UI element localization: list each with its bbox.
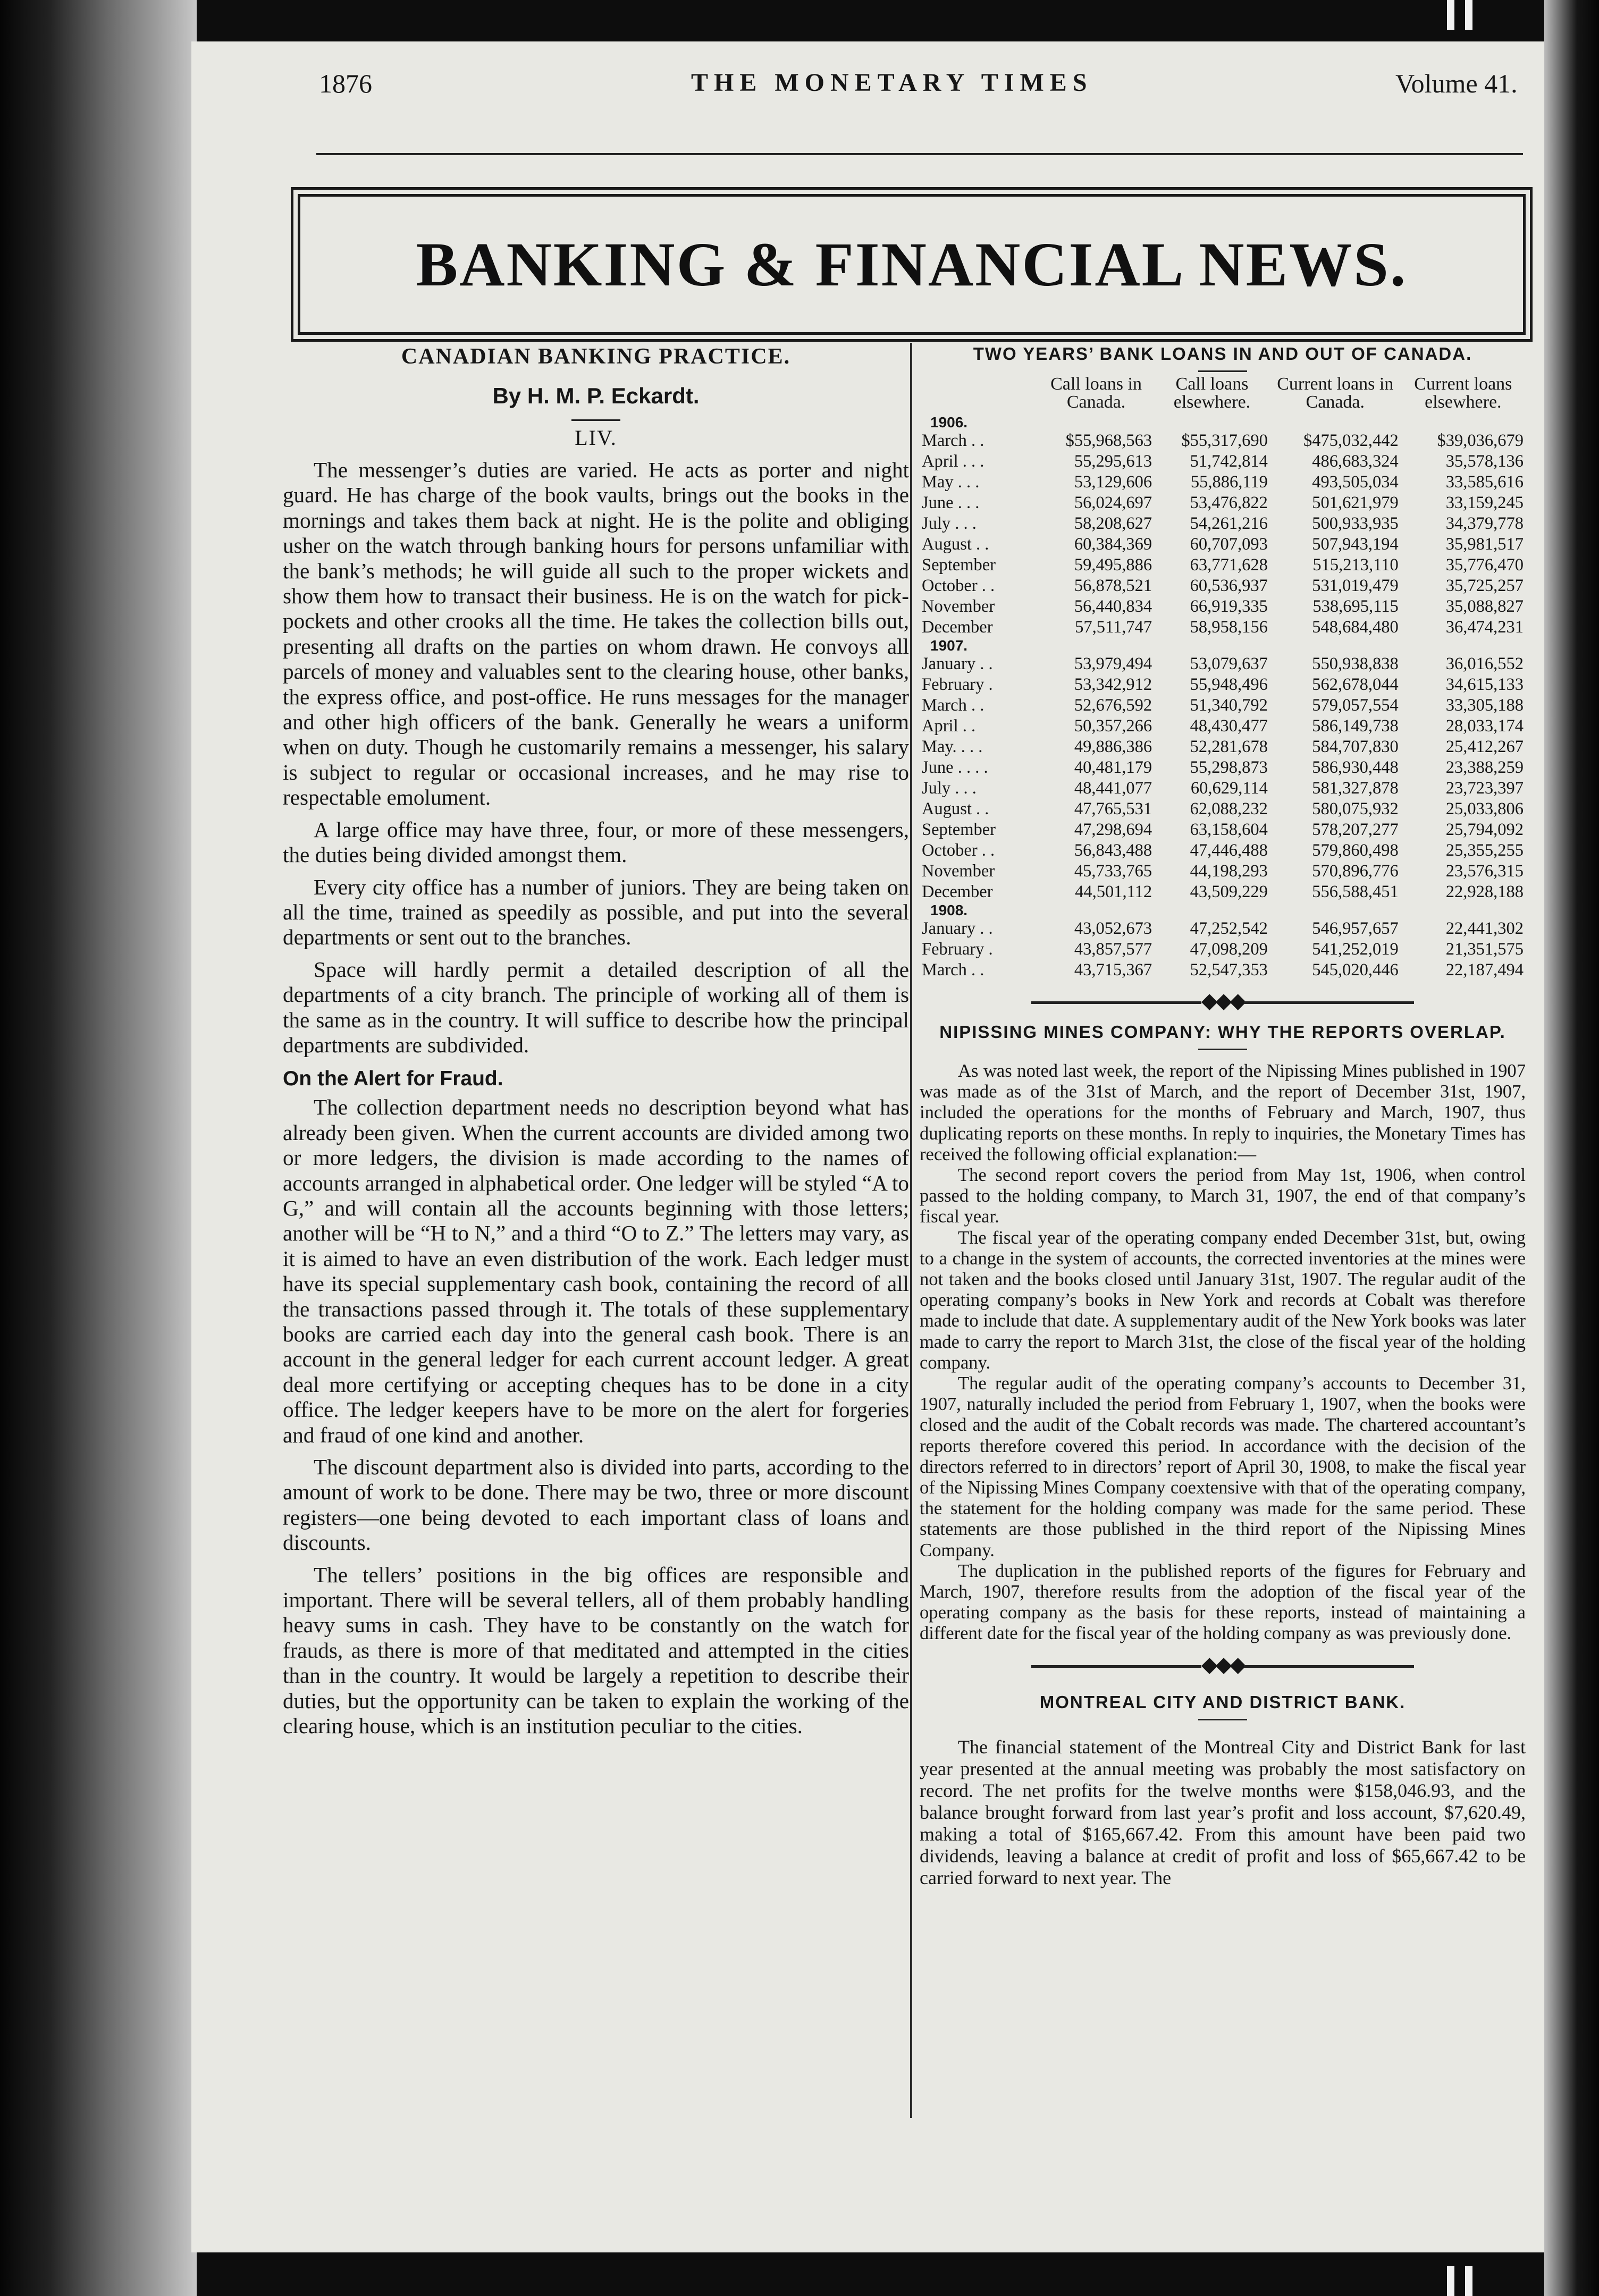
value-cell: 60,536,937 — [1190, 576, 1268, 595]
value-cell: 586,149,738 — [1312, 716, 1399, 736]
value-cell: 63,771,628 — [1190, 555, 1268, 575]
month-cell: November — [922, 862, 995, 881]
month-cell: April . . . — [922, 452, 984, 471]
table-row — [920, 472, 1526, 493]
value-cell: 21,351,575 — [1445, 940, 1524, 959]
value-cell: 486,683,324 — [1312, 452, 1399, 471]
value-cell: 54,261,216 — [1190, 514, 1268, 533]
subheading: On the Alert for Fraud. — [283, 1067, 503, 1091]
paragraph: The fiscal year of the operating company ended December 31st, but, owing to a change in the system of accounts, the corrected inventories at the mines were not taken and the books closed until January 31st, 1907. The regular audit of the operating company’s books in New York and records at Cobalt was therefore made to include that date. A supplementary audit of the New York books was later made to carry the report to March 31st, the close of the fiscal year of the holding company. — [920, 1227, 1526, 1373]
edge-mark — [1465, 0, 1472, 30]
table-row — [920, 513, 1526, 534]
section-banner — [298, 194, 1526, 335]
value-cell: 53,476,822 — [1190, 493, 1268, 512]
month-cell: March . . — [922, 431, 984, 450]
paragraph: As was noted last week, the report of the Nipissing Mines published in 1907 was made as of the 31st of March, and the report of December 31st, 1907, included the operations for the months of February and March, 1907, thus duplicating reports on these months. In reply to inquiries, the Monetary Times has received the following official explanation:— — [920, 1061, 1526, 1164]
value-cell: 586,930,448 — [1312, 758, 1399, 777]
value-cell: 40,481,179 — [1074, 758, 1152, 777]
section-title: BANKING & FINANCIAL NEWS. — [416, 229, 1408, 299]
value-cell: 35,578,136 — [1445, 452, 1524, 471]
value-cell: 62,088,232 — [1190, 799, 1268, 818]
value-cell: 23,576,315 — [1445, 862, 1524, 881]
value-cell: $475,032,442 — [1303, 431, 1399, 450]
value-cell: 579,860,498 — [1312, 841, 1399, 860]
edge-mark — [1447, 2266, 1454, 2296]
table-row — [920, 939, 1526, 960]
table-row — [920, 778, 1526, 799]
value-cell: 43,509,229 — [1190, 882, 1268, 901]
value-cell: 501,621,979 — [1312, 493, 1399, 512]
value-cell: 63,158,604 — [1190, 820, 1268, 839]
ornament-divider: ◆◆◆ — [920, 1654, 1526, 1675]
page-edge — [1544, 0, 1599, 2296]
value-cell: 28,033,174 — [1445, 716, 1524, 736]
paragraph: Every city office has a number of juniors. They are being taken on all the time, trained as speedily as possible, and put into the several departments or sent out to the branches. — [283, 874, 909, 950]
header-rule — [316, 153, 1523, 155]
table-row — [920, 451, 1526, 472]
value-cell: 546,957,657 — [1312, 919, 1399, 938]
value-cell: 49,886,386 — [1074, 737, 1152, 756]
year-row — [920, 415, 1526, 430]
column-header: Call loans in Canada. — [1050, 374, 1142, 412]
paragraph: The tellers’ positions in the big offices are responsible and important. There will be several tellers, all of them probably handling heavy sums in cash. They have to be constantly on the watch for frauds, as there is more of that meditated and attempted in the cities than in the country. It would be largely a repetition to describe their duties, but the opportunity can be taken to explain the working of the clearing house, which is an institution peculiar to the cities. — [283, 1562, 909, 1738]
value-cell: 25,412,267 — [1445, 737, 1524, 756]
month-cell: May. . . . — [922, 737, 983, 756]
month-cell: September — [922, 820, 996, 839]
value-cell: 562,678,044 — [1312, 675, 1399, 694]
value-cell: 23,723,397 — [1445, 779, 1524, 798]
month-cell: January . . — [922, 654, 993, 673]
title-rule — [571, 419, 620, 421]
month-cell: May . . . — [922, 472, 980, 492]
month-cell: August . . — [922, 799, 989, 818]
paragraph: The duplication in the published reports of the figures for February and March, 1907, therefore results from the adoption of the fiscal year of the operating company as the basis for these reports, instead of maintaining a different date for the fiscal year of the holding company as was previously done. — [920, 1560, 1526, 1644]
column-header: Current loans in Canada. — [1277, 374, 1394, 412]
value-cell: 55,948,496 — [1190, 675, 1268, 694]
value-cell: 43,052,673 — [1074, 919, 1152, 938]
value-cell: 507,943,194 — [1312, 535, 1399, 554]
value-cell: 545,020,446 — [1312, 960, 1399, 980]
table-row — [920, 674, 1526, 695]
value-cell: 578,207,277 — [1312, 820, 1399, 839]
value-cell: 66,919,335 — [1190, 597, 1268, 616]
value-cell: $55,317,690 — [1181, 431, 1268, 450]
month-cell: March . . — [922, 696, 984, 715]
paragraph: The discount department also is divided into parts, according to the amount of work to be done. There may be two, three or more discount registers—one being devoted to each important class of loans and discounts. — [283, 1455, 909, 1555]
table-row — [920, 737, 1526, 757]
value-cell: 43,715,367 — [1074, 960, 1152, 980]
article-part: LIV. — [575, 426, 617, 450]
month-cell: June . . . — [922, 493, 980, 512]
month-cell: July . . . — [922, 514, 977, 533]
month-cell: December — [922, 618, 993, 637]
month-cell: December — [922, 882, 993, 901]
table-row — [920, 960, 1526, 981]
value-cell: 35,088,827 — [1445, 597, 1524, 616]
value-cell: 55,295,613 — [1074, 452, 1152, 471]
value-cell: 35,725,257 — [1445, 576, 1524, 595]
month-cell: September — [922, 555, 996, 575]
table-row — [920, 596, 1526, 617]
value-cell: 47,765,531 — [1074, 799, 1152, 818]
paragraph: Space will hardly permit a detailed description of all the departments of a city branch. The principle of working all of them is the same as in the country. It will suffice to describe how the principal departments are subdivided. — [283, 957, 909, 1057]
value-cell: 22,441,302 — [1445, 919, 1524, 938]
value-cell: 25,794,092 — [1445, 820, 1524, 839]
paragraph: The second report covers the period from May 1st, 1906, when control passed to the holding company, to March 31, 1907, the end of that company’s fiscal year. — [920, 1165, 1526, 1227]
value-cell: 35,981,517 — [1445, 535, 1524, 554]
table-row — [920, 757, 1526, 778]
value-cell: 22,187,494 — [1445, 960, 1524, 980]
value-cell: 53,129,606 — [1074, 472, 1152, 492]
year-label: 1906. — [930, 414, 968, 430]
title-rule — [1198, 1719, 1247, 1720]
value-cell: 52,547,353 — [1190, 960, 1268, 980]
value-cell: 58,208,627 — [1074, 514, 1152, 533]
value-cell: 56,878,521 — [1074, 576, 1152, 595]
paragraph: A large office may have three, four, or more of these messengers, the duties being divided amongst them. — [283, 817, 909, 867]
montreal-body — [920, 1736, 1526, 1889]
year-label: 1907. — [930, 637, 968, 654]
paragraph: The financial statement of the Montreal City and District Bank for last year presented at the annual meeting was probably the most satisfactory on record. The net profits for the twelve months were $158,046.93, and the balance brought forward from last year’s profit and loss account, $7,620.49, making a total of $165,667.42. From this amount have been paid two dividends, leaving a balance at credit of profit and loss of $65,667.42 to be carried forward to next year. The — [920, 1736, 1526, 1888]
journal-title: THE MONETARY TIMES — [691, 69, 1093, 97]
value-cell: 23,388,259 — [1445, 758, 1524, 777]
edge-mark — [1465, 2266, 1472, 2296]
value-cell: 57,511,747 — [1075, 618, 1152, 637]
month-cell: October . . — [922, 841, 995, 860]
value-cell: 47,252,542 — [1190, 919, 1268, 938]
value-cell: 541,252,019 — [1312, 940, 1399, 959]
month-cell: August . . — [922, 535, 989, 554]
value-cell: 44,198,293 — [1190, 862, 1268, 881]
edge-mark — [1447, 0, 1454, 30]
value-cell: 48,441,077 — [1074, 779, 1152, 798]
left-column — [283, 343, 909, 1739]
table-row — [920, 716, 1526, 737]
column-header: Current loans elsewhere. — [1414, 374, 1512, 412]
value-cell: 47,298,694 — [1074, 820, 1152, 839]
value-cell: 55,298,873 — [1190, 758, 1268, 777]
value-cell: 43,857,577 — [1074, 940, 1152, 959]
value-cell: 36,016,552 — [1445, 654, 1524, 673]
value-cell: 33,305,188 — [1445, 696, 1524, 715]
table-row — [920, 493, 1526, 513]
value-cell: 556,588,451 — [1312, 882, 1399, 901]
nipissing-body — [920, 1061, 1526, 1644]
value-cell: 51,340,792 — [1190, 696, 1268, 715]
month-cell: January . . — [922, 919, 993, 938]
value-cell: 60,707,093 — [1190, 535, 1268, 554]
table-row — [920, 430, 1526, 451]
value-cell: 56,440,834 — [1074, 597, 1152, 616]
value-cell: 45,733,765 — [1074, 862, 1152, 881]
loans-table — [920, 375, 1526, 981]
value-cell: 48,430,477 — [1190, 716, 1268, 736]
value-cell: 60,384,369 — [1074, 535, 1152, 554]
value-cell: 538,695,115 — [1312, 597, 1399, 616]
column-header-month — [920, 375, 1038, 415]
book-gutter — [0, 0, 197, 2296]
year-label: 1908. — [930, 902, 968, 918]
table-row — [920, 820, 1526, 840]
table-row — [920, 840, 1526, 861]
table-row — [920, 799, 1526, 820]
paragraph: The regular audit of the operating company’s accounts to December 31, 1907, naturally included the period from February 1, 1907, when the books were closed and the audit of the Cobalt records was made. The chartered accountant’s reports therefore covered this period. In accordance with the decision of the directors referred to in directors’ report of April 30, 1908, to make the fiscal year of the Nipissing Mines Company coextensive with that of the operating company, the statement for the holding company was made for the same period. These statements are those published in the third report of the Nipissing Mines Company. — [920, 1373, 1526, 1560]
value-cell: 580,075,932 — [1312, 799, 1399, 818]
value-cell: 25,033,806 — [1445, 799, 1524, 818]
value-cell: 548,684,480 — [1312, 618, 1399, 637]
value-cell: $39,036,679 — [1437, 431, 1524, 450]
article-title: MONTREAL CITY AND DISTRICT BANK. — [1039, 1692, 1406, 1712]
value-cell: 56,843,488 — [1074, 841, 1152, 860]
table-row — [920, 861, 1526, 882]
value-cell: 531,019,479 — [1312, 576, 1399, 595]
table-row — [920, 555, 1526, 576]
paragraph: The messenger’s duties are varied. He acts as porter and night guard. He has charge of the book vaults, brings out the books in the mornings and takes them back at night. He is the polite and obliging usher on the watch through banking hours for persons unfamiliar with the bank’s methods; he will guide all such to the proper wickets and show them how to transact their business. He is on the watch for pick-pockets and other crooks all the time. He takes the collection bills out, presenting all drafts on the parties on whom drawn. He convoys all parcels of money and valuables sent to the clearing house, other banks, the express office, and post-office. He runs messages for the manager and other high officers of the bank. Generally he wears a uniform when on duty. Though he customarily remains a messenger, his salary is subject to regular or occasional increases, and he may rise to respectable emolument. — [283, 458, 909, 810]
value-cell: 25,355,255 — [1445, 841, 1524, 860]
table-row — [920, 576, 1526, 596]
year-row — [920, 638, 1526, 654]
value-cell: 550,938,838 — [1312, 654, 1399, 673]
value-cell: 44,501,112 — [1075, 882, 1152, 901]
table-row — [920, 654, 1526, 674]
ornament-divider: ◆◆◆ — [920, 990, 1526, 1011]
value-cell: 515,213,110 — [1312, 555, 1399, 575]
table-row — [920, 695, 1526, 716]
value-cell: 53,979,494 — [1074, 654, 1152, 673]
table-title: TWO YEARS’ BANK LOANS IN AND OUT OF CANADA. — [973, 344, 1472, 364]
right-column — [920, 343, 1526, 1889]
value-cell: 33,585,616 — [1445, 472, 1524, 492]
year-row — [920, 902, 1526, 918]
page-number: 1876 — [319, 69, 372, 98]
value-cell: 58,958,156 — [1190, 618, 1268, 637]
loans-table-body — [920, 415, 1526, 981]
value-cell: 584,707,830 — [1312, 737, 1399, 756]
month-cell: April . . — [922, 716, 976, 736]
title-rule — [1198, 1049, 1247, 1050]
value-cell: 500,933,935 — [1312, 514, 1399, 533]
value-cell: 53,079,637 — [1190, 654, 1268, 673]
value-cell: 35,776,470 — [1445, 555, 1524, 575]
month-cell: June . . . . — [922, 758, 988, 777]
value-cell: 47,098,209 — [1190, 940, 1268, 959]
value-cell: 579,057,554 — [1312, 696, 1399, 715]
column-rule — [910, 343, 912, 2118]
value-cell: 581,327,878 — [1312, 779, 1399, 798]
table-row — [920, 882, 1526, 902]
value-cell: 33,159,245 — [1445, 493, 1524, 512]
month-cell: November — [922, 597, 995, 616]
value-cell: 47,446,488 — [1190, 841, 1268, 860]
month-cell: October . . — [922, 576, 995, 595]
value-cell: 59,495,886 — [1074, 555, 1152, 575]
table-row — [920, 918, 1526, 939]
title-rule — [1198, 370, 1247, 372]
article-title: CANADIAN BANKING PRACTICE. — [401, 344, 791, 369]
value-cell: 52,676,592 — [1074, 696, 1152, 715]
value-cell: 493,505,034 — [1312, 472, 1399, 492]
value-cell: 22,928,188 — [1445, 882, 1524, 901]
month-cell: March . . — [922, 960, 984, 980]
value-cell: 34,615,133 — [1445, 675, 1524, 694]
value-cell: 570,896,776 — [1312, 862, 1399, 881]
table-row — [920, 617, 1526, 638]
column-header: Call loans elsewhere. — [1173, 374, 1251, 412]
month-cell: July . . . — [922, 779, 977, 798]
value-cell: 53,342,912 — [1074, 675, 1152, 694]
value-cell: 56,024,697 — [1074, 493, 1152, 512]
paragraph: The collection department needs no description beyond what has already been given. When the current accounts are divided among two or more ledgers, the division is made according to the names of accounts arranged in alphabetical order. One ledger will be styled “A to G,” and will contain all the accounts beginning with those letters; another will be “H to N,” and a third “O to Z.” The letters may vary, as it is aimed to have an even distribution of the work. Each ledger must have its special supplementary cash book, containing the record of all the transactions passed through it. The totals of these supplementary books are carried each day into the general cash book. There is an account in the general ledger for each current account ledger. A great deal more certifying or accepting cheques has to be done in a city office. The ledger keepers have to be more on the alert for forgeries and fraud of one kind and another. — [283, 1095, 909, 1447]
volume-label: Volume 41. — [1395, 69, 1518, 98]
value-cell: 34,379,778 — [1445, 514, 1524, 533]
table-row — [920, 534, 1526, 555]
value-cell: 60,629,114 — [1190, 779, 1268, 798]
month-cell: February . — [922, 940, 993, 959]
article-title: NIPISSING MINES COMPANY: WHY THE REPORTS OVERLAP. — [939, 1022, 1506, 1042]
article-byline: By H. M. P. Eckardt. — [492, 383, 700, 408]
value-cell: 36,474,231 — [1445, 618, 1524, 637]
value-cell: $55,968,563 — [1065, 431, 1152, 450]
month-cell: February . — [922, 675, 993, 694]
value-cell: 55,886,119 — [1190, 472, 1268, 492]
value-cell: 52,281,678 — [1190, 737, 1268, 756]
value-cell: 50,357,266 — [1074, 716, 1152, 736]
value-cell: 51,742,814 — [1190, 452, 1268, 471]
